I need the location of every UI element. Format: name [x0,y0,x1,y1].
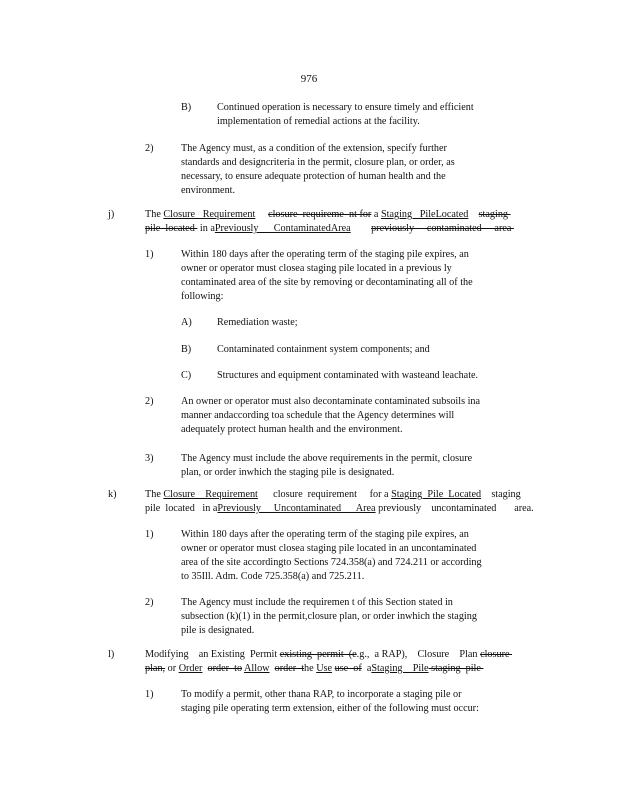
inserted-text: Closure Requirement [163,489,258,500]
paragraph-text [181,248,527,304]
text-line: implementation of remedial actions at the facility. [217,116,420,127]
deleted-text: use of [334,663,362,674]
inserted-text: Staging PileLocated [380,209,469,220]
inserted-text: Use [316,663,333,674]
text-line: area of the site accordingto Sections 724.358(a) and 724.211 or according [181,557,482,568]
heading-line [145,208,533,222]
heading-line [145,648,533,662]
heading-text [255,209,268,220]
paragraph-text [181,528,527,584]
list-marker: 3) [145,453,154,464]
deleted-text: order t [274,663,305,674]
deleted-text: staging pile [428,663,484,674]
heading-text: The [145,489,164,500]
list-marker: 2) [145,597,154,608]
heading-text: Modifying an Existing Permit [145,649,280,660]
list-marker: B) [181,102,192,113]
text-line: Remediation waste; [217,317,298,328]
paragraph-text [181,452,527,480]
list-marker: B) [181,344,192,355]
heading-text: pile located in a [145,503,218,514]
text-line: contaminated area of the site by removing or decontaminating all of the [181,277,473,288]
deleted-text: staging [478,209,511,220]
text-line: owner or operator must closea staging pile located in an uncontaminated [181,543,477,554]
heading-text: previously uncontaminated area. [375,503,534,514]
deleted-text: pile located [145,223,198,234]
paragraph-text [181,596,527,638]
heading-text: in a [197,223,215,234]
heading-text: closure requirement for a [257,489,392,500]
list-marker: 1) [145,689,154,700]
heading-text [351,223,371,234]
list-marker: l) [108,649,115,660]
paragraph-text [217,101,527,129]
heading-text: or [165,663,179,674]
paragraph-text [217,343,527,357]
paragraph-text [181,688,527,716]
text-line: Structures and equipment contaminated with wasteand leachate. [217,370,479,381]
paragraph-text [217,369,527,383]
text-line: Within 180 days after the operating term of the staging pile expires, an [181,249,469,260]
text-line: manner andaccording toa schedule that the Agency determines will [181,410,455,421]
text-line: Contaminated containment system components; and [217,344,430,355]
list-marker: 1) [145,249,154,260]
inserted-text: Previously Uncontaminated Area [217,503,376,514]
text-line: adequately protect human health and the environment. [181,424,403,435]
text-line: staging pile operating term extension, either of the following must occur: [181,703,479,714]
list-marker: C) [181,370,192,381]
text-line: To modify a permit, other thana RAP, to incorporate a staging pile or [181,689,462,700]
text-line: Continued operation is necessary to ensure timely and efficient [217,102,474,113]
deleted-text: previously contaminated area [371,223,514,234]
heading-text: .g., a RAP), Closure Plan [356,649,481,660]
text-line: environment. [181,185,236,196]
page-number: 976 [300,73,318,85]
text-line: standards and designcriteria in the permit, closure plan, or order, as [181,157,455,168]
list-marker: A) [181,317,192,328]
text-line: The Agency must include the above requirements in the permit, closure [181,453,473,464]
paragraph-text [181,395,527,437]
text-line: subsection (k)(1) in the permit,closure plan, or order inwhich the staging [181,611,477,622]
heading-text: a [361,663,372,674]
text-line: plan, or order inwhich the staging pile is designated. [181,467,395,478]
heading-text [468,209,478,220]
inserted-text: Allow [244,663,270,674]
deleted-text: closure [480,649,513,660]
deleted-text: order to [207,663,243,674]
heading-text: he [304,663,317,674]
text-line: owner or operator must closea staging pile located in a previous ly [181,263,452,274]
text-line: Within 180 days after the operating term of the staging pile expires, an [181,529,469,540]
heading-text: The [145,209,164,220]
paragraph-text [181,142,527,198]
inserted-text: Previously ContaminatedArea [214,223,351,234]
text-line: following: [181,291,224,302]
text-line: to 35Ill. Adm. Code 725.358(a) and 725.211. [181,571,365,582]
inserted-text: Staging Pile Located [391,489,482,500]
deleted-text: plan, [145,663,166,674]
list-marker: k) [108,489,117,500]
list-marker: 2) [145,143,154,154]
inserted-text: Order [178,663,203,674]
text-line: The Agency must, as a condition of the extension, specify further [181,143,447,154]
paragraph-text [217,316,527,330]
heading-line [145,502,533,516]
list-marker: 2) [145,396,154,407]
deleted-text: closure requireme nt for [268,209,372,220]
inserted-text: Closure Requirement [163,209,256,220]
text-line: necessary, to ensure adequate protection of human health and the [181,171,446,182]
list-marker: j) [108,209,115,220]
text-line: pile is designated. [181,625,255,636]
heading-line [145,488,533,502]
heading-text: a [371,209,381,220]
section-k-heading [145,488,533,516]
heading-line [145,222,533,236]
inserted-text: Staging Pile [371,663,429,674]
list-marker: 1) [145,529,154,540]
text-line: An owner or operator must also decontaminate contaminated subsoils ina [181,396,481,407]
heading-text: staging [481,489,521,500]
text-line: The Agency must include the requiremen t of this Section stated in [181,597,453,608]
section-l-heading [145,648,533,676]
deleted-text: existing permit (e [279,649,357,660]
section-j-heading [145,208,533,236]
heading-line [145,662,533,676]
